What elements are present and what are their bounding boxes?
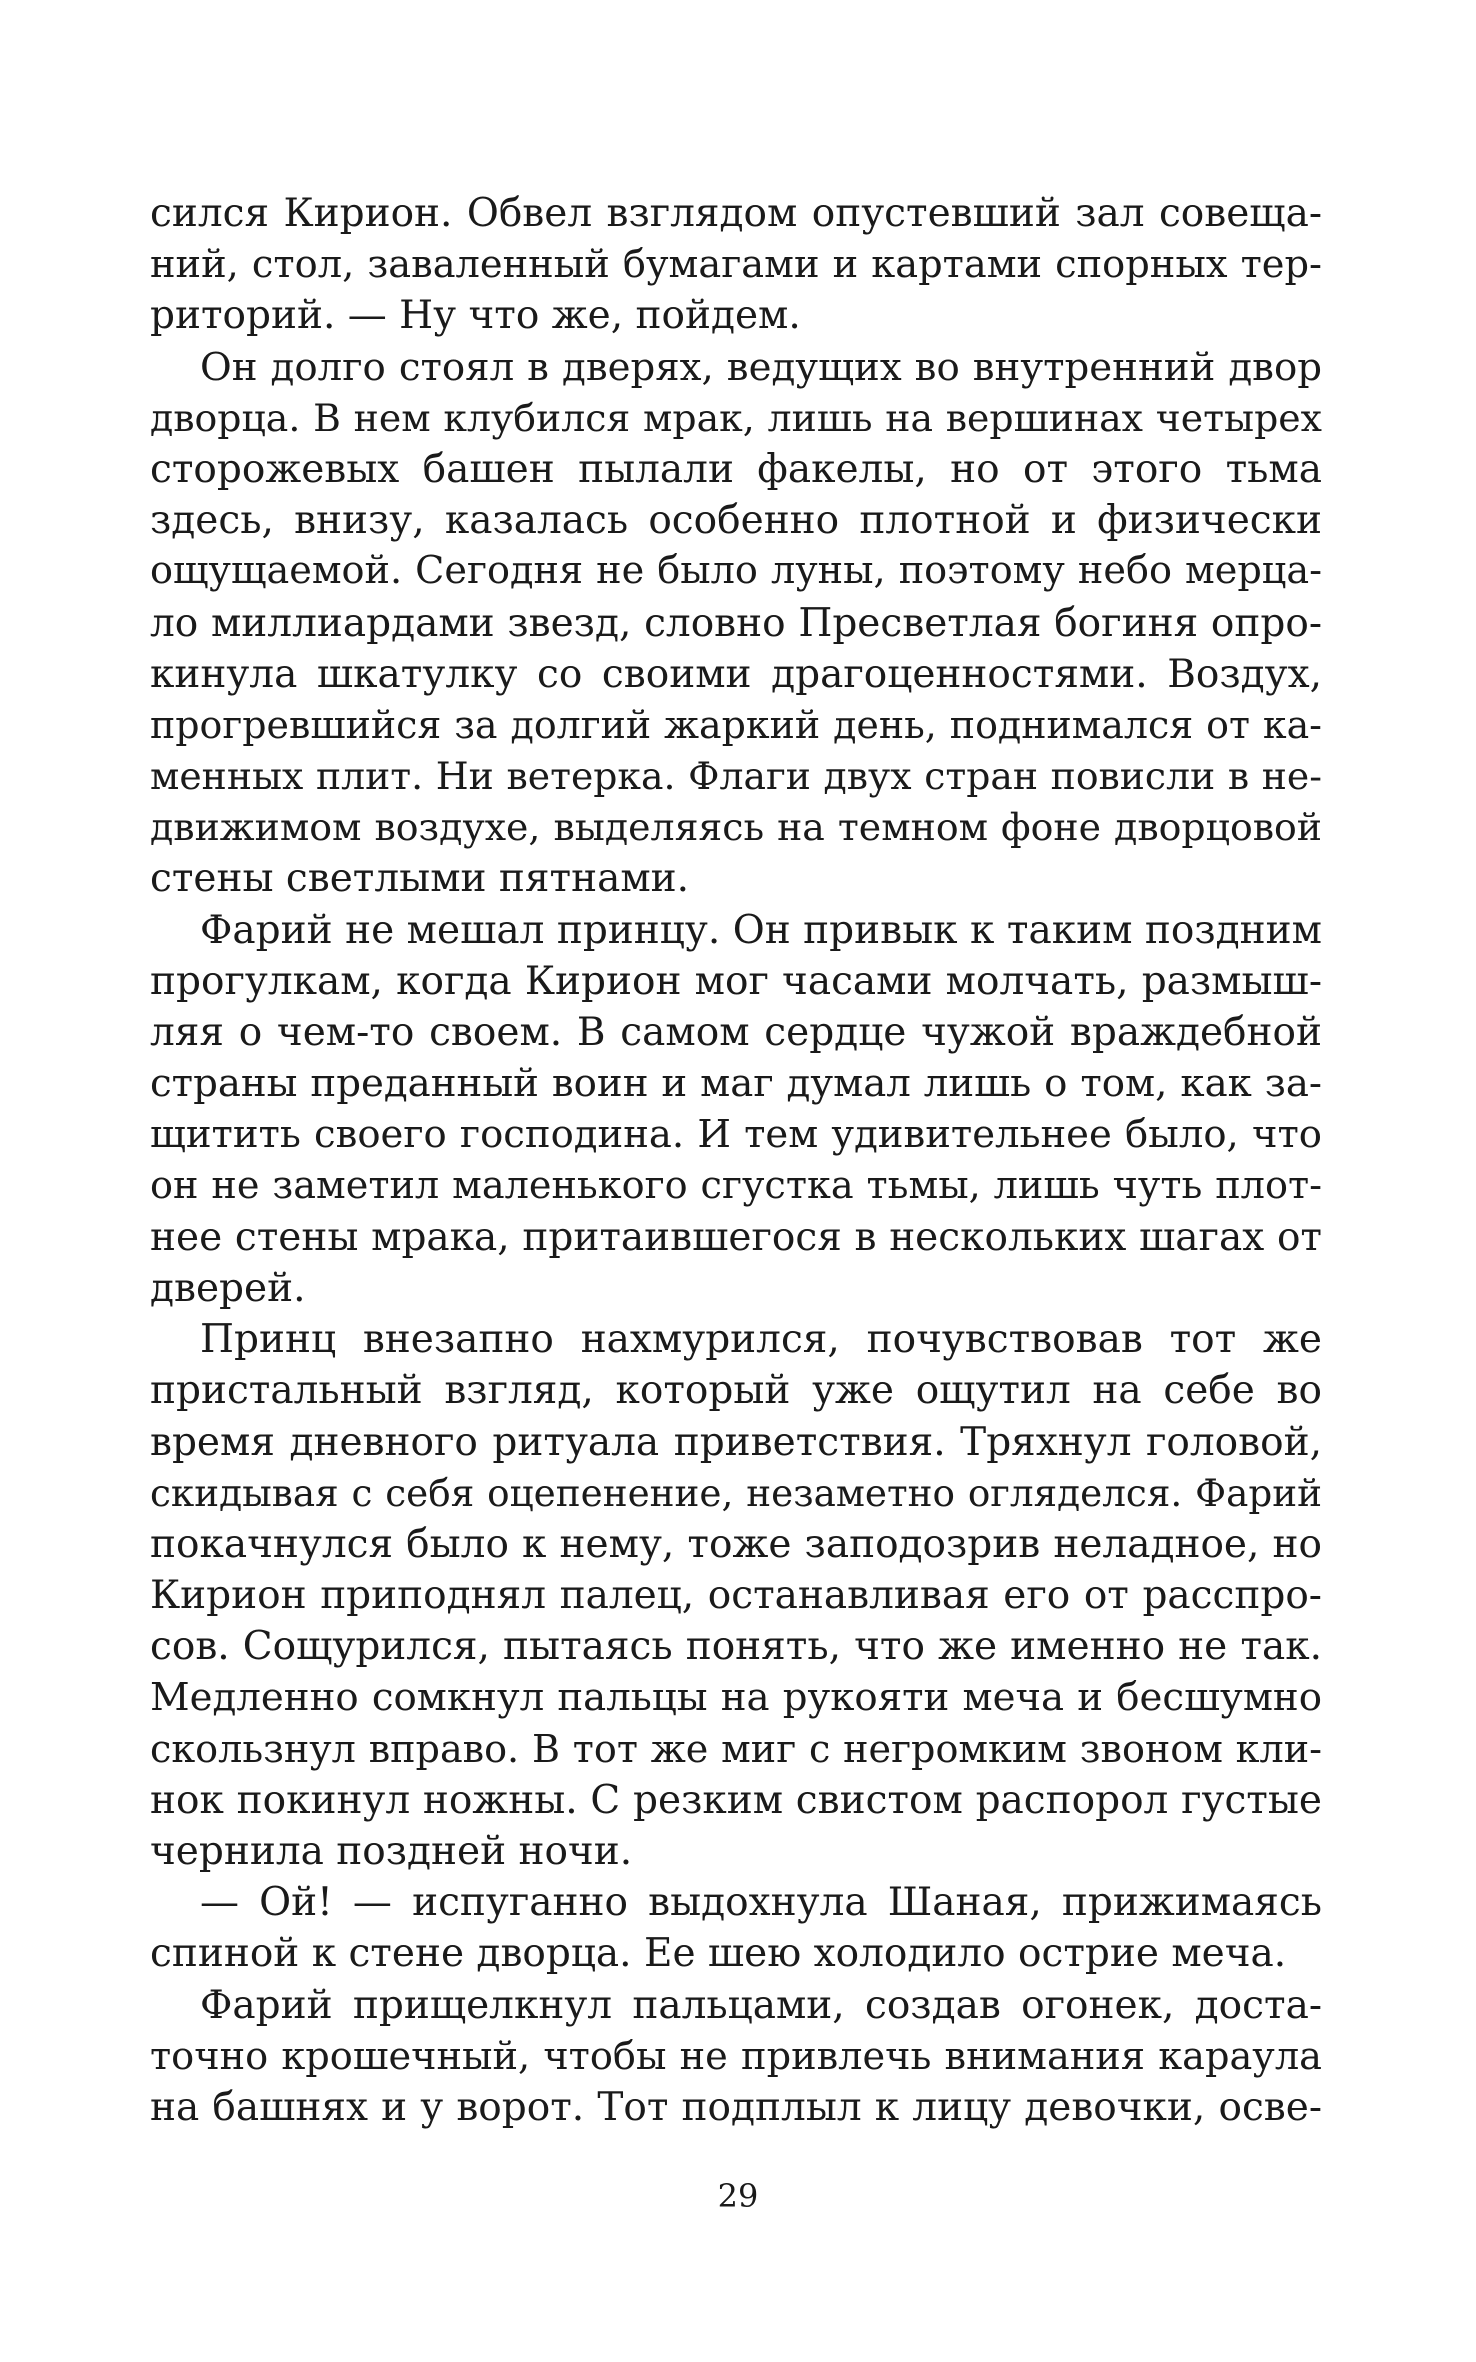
text-line: нее стены мрака, притаившегося в нескольких шагах от: [150, 1214, 1322, 1260]
text-line: ляя о чем-то своем. В самом сердце чужой враждебной: [150, 1010, 1322, 1055]
text-line: нок покинул ножны. С резким свистом распорол густые: [150, 1777, 1322, 1823]
text-line: менных плит. Ни ветерка. Флаги двух стран повисли в не-: [150, 754, 1322, 799]
text-line: — Ой! — испуганно выдохнула Шаная, прижимаясь: [200, 1880, 1322, 1926]
text-line: движимом воздухе, выделяясь на темном фоне дворцовой: [150, 805, 1322, 850]
text-line: стены светлыми пятнами.: [150, 856, 690, 902]
text-line: чернила поздней ночи.: [150, 1829, 633, 1874]
text-line: Фарий не мешал принцу. Он привык к таким поздним: [200, 907, 1322, 953]
text-line: ло миллиардами звезд, словно Пресветлая богиня опро-: [150, 600, 1322, 646]
body-text: [150, 188, 1322, 2133]
text-line: дверей.: [150, 1265, 306, 1311]
text-line: Кирион приподнял палец, останавливая его от расспро-: [150, 1573, 1322, 1619]
text-line: страны преданный воин и маг думал лишь о том, как за-: [150, 1061, 1322, 1107]
text-line: кинула шкатулку со своими драгоценностями. Воздух,: [150, 651, 1322, 697]
text-line: сторожевых башен пылали факелы, но от этого тьма: [150, 446, 1322, 492]
text-line: на башнях и у ворот. Тот подплыл к лицу девочки, осве-: [150, 2084, 1322, 2130]
text-line: щитить своего господина. И тем удивительнее было, что: [150, 1112, 1322, 1158]
text-line: сился Кирион. Обвел взглядом опустевший зал совеща-: [150, 191, 1322, 236]
text-line: он не заметил маленького сгустка тьмы, лишь чуть плот-: [150, 1163, 1322, 1208]
text-line: точно крошечный, чтобы не привлечь внимания караула: [150, 2033, 1322, 2079]
text-line: риторий. — Ну что же, пойдем.: [150, 293, 801, 339]
text-line: спиной к стене дворца. Ее шею холодило острие меча.: [150, 1931, 1287, 1977]
text-line: пристальный взгляд, который уже ощутил на себе во: [150, 1368, 1322, 1414]
text-line: покачнулся было к нему, тоже заподозрив неладное, но: [150, 1521, 1322, 1567]
text-line: сов. Сощурился, пытаясь понять, что же именно не так.: [150, 1624, 1322, 1670]
text-line: скидывая с себя оцепенение, незаметно огляделся. Фарий: [150, 1470, 1322, 1515]
text-line: здесь, внизу, казалась особенно плотной и физически: [150, 498, 1322, 544]
text-line: прогулкам, когда Кирион мог часами молчать, размыш-: [150, 958, 1322, 1004]
text-line: дворца. В нем клубился мрак, лишь на вершинах четырех: [150, 395, 1322, 440]
text-line: ний, стол, заваленный бумагами и картами спорных тер-: [150, 242, 1322, 288]
text-line: Медленно сомкнул пальцы на рукояти меча и бесшумно: [150, 1675, 1322, 1721]
text-line: ощущаемой. Сегодня не было луны, поэтому небо мерца-: [150, 549, 1322, 594]
text-line: время дневного ритуала приветствия. Тряхнул головой,: [150, 1419, 1322, 1465]
text-line: прогревшийся за долгий жаркий день, поднимался от ка-: [150, 702, 1322, 747]
text-line: скользнул вправо. В тот же миг с негромким звоном кли-: [150, 1726, 1322, 1771]
text-line: Фарий прищелкнул пальцами, создав огонек, доста-: [200, 1982, 1322, 2028]
text-line: Принц внезапно нахмурился, почувствовав тот же: [200, 1317, 1322, 1363]
page-number: 29: [717, 2177, 759, 2215]
text-line: Он долго стоял в дверях, ведущих во внутренний двор: [200, 344, 1322, 390]
